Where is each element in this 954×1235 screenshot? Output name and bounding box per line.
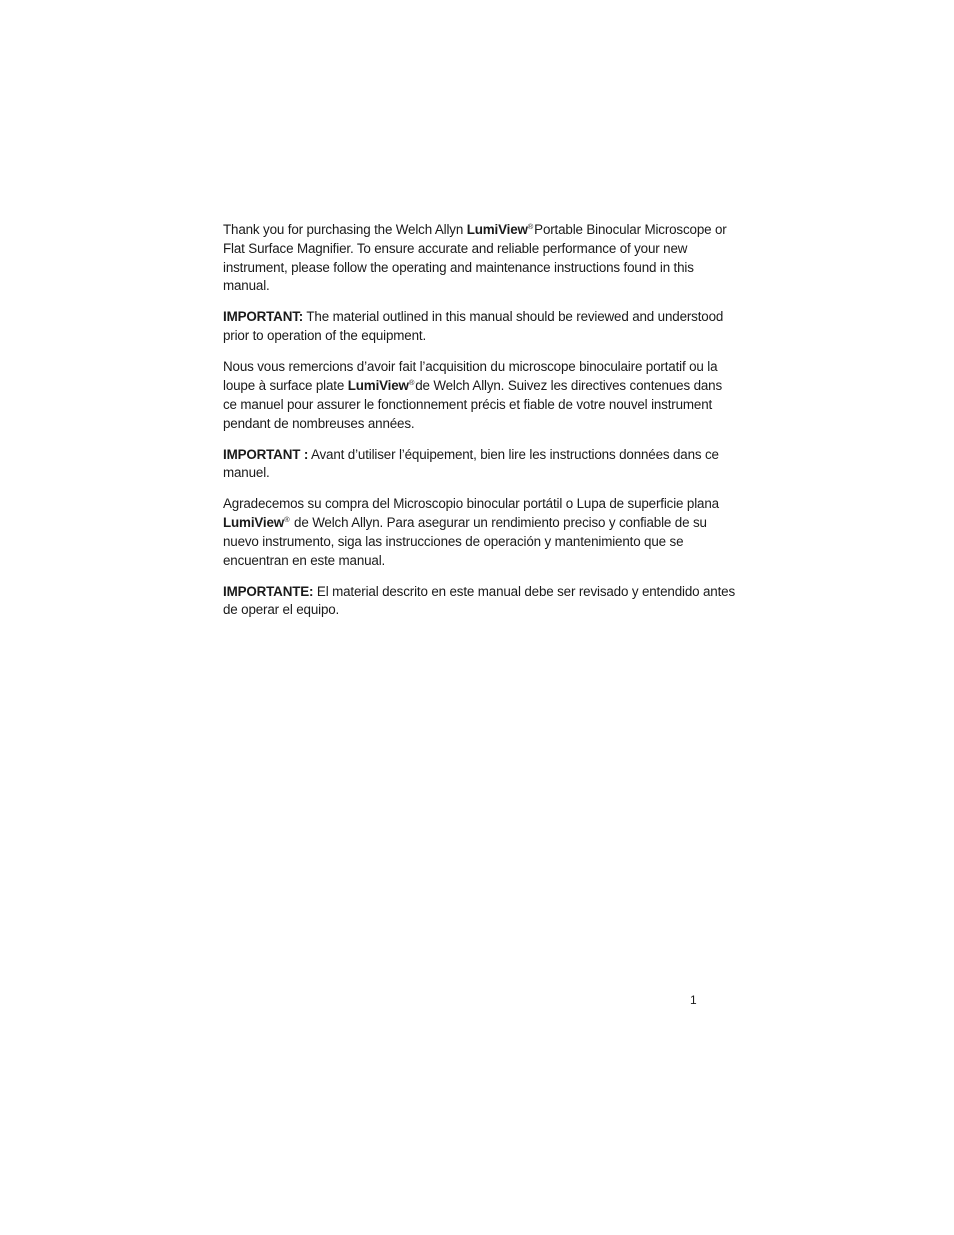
spanish-intro-text-start: Agradecemos su compra del Microscopio binocular portátil o Lupa de superficie plana — [223, 496, 719, 512]
english-intro-text-start: Thank you for purchasing the Welch Allyn — [223, 222, 467, 237]
brand-name: LumiView — [347, 377, 409, 393]
registered-mark: ® — [408, 377, 415, 387]
english-important-text: The material outlined in this manual should be reviewed and understood prior to operation of the equipment. — [223, 309, 724, 344]
french-intro-paragraph — [223, 358, 735, 433]
english-important-paragraph — [223, 308, 735, 346]
spanish-intro-paragraph — [223, 495, 735, 570]
page-number: 1 — [690, 993, 697, 1007]
registered-mark: ® — [527, 222, 534, 231]
french-intro-text-start: Nous vous remercions d’avoir fait l’acquisition du microscope binoculaire portatif ou la loupe à surface plate — [223, 359, 718, 393]
french-intro-text-end: de Welch Allyn. Suivez les directives contenues dans ce manuel pour assurer le fonctionnement précis et fiable de votre nouvel instrument pendant de nombreuses années. — [223, 377, 723, 431]
brand-name: LumiView — [466, 222, 528, 237]
page-body — [223, 221, 735, 632]
spanish-important-paragraph — [223, 583, 735, 621]
english-important-label: IMPORTANT: — [223, 309, 304, 325]
registered-mark: ® — [284, 515, 290, 525]
spanish-important-text: El material descrito en este manual debe ser revisado y entendido antes de operar el equipo. — [223, 583, 736, 618]
spanish-important-label: IMPORTANTE: — [223, 583, 314, 599]
french-important-text: Avant d’utiliser l’équipement, bien lire les instructions données dans ce manuel. — [223, 446, 719, 481]
french-important-paragraph — [223, 446, 735, 484]
english-intro-paragraph — [223, 221, 735, 296]
french-important-label: IMPORTANT : — [223, 446, 309, 462]
spanish-intro-text-end: de Welch Allyn. Para asegurar un rendimiento preciso y confiable de su nuevo instrumento, siga las instrucciones de operación y mantenimiento que se encuentran en este manual. — [223, 515, 707, 568]
brand-name: LumiView — [223, 515, 285, 531]
english-intro-text-end: Portable Binocular Microscope or Flat Surface Magnifier. To ensure accurate and reliable performance of your new instrument, please follow the operating and maintenance instructions found in this manual. — [223, 222, 727, 294]
